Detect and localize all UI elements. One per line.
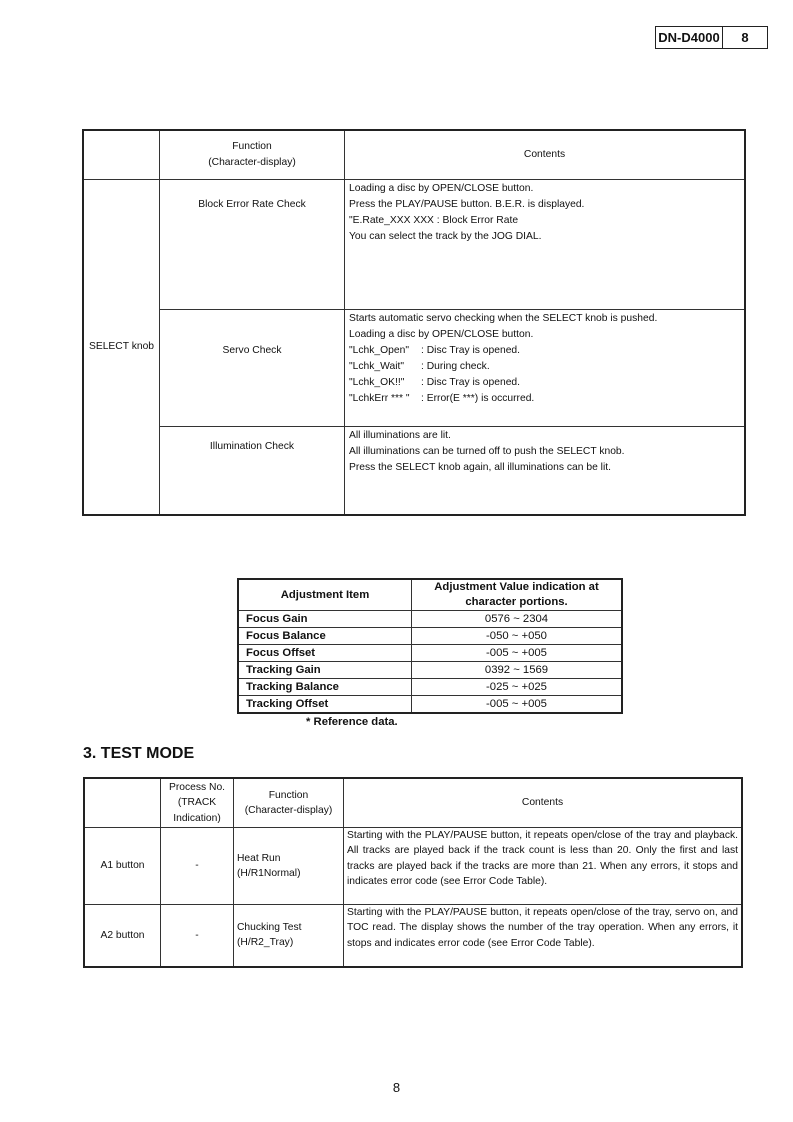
reference-note: * Reference data.: [306, 716, 398, 728]
button-cell: A2 button: [84, 905, 161, 967]
header-empty-cell: [83, 130, 160, 180]
header-function: Function (Character-display): [234, 778, 344, 828]
header-contents: Contents: [344, 778, 743, 828]
header-adjustment-item: Adjustment Item: [238, 579, 412, 611]
process-cell: -: [161, 905, 234, 967]
table-header-row: [83, 130, 745, 180]
contents-cell: Starts automatic servo checking when the SELECT knob is pushed. Loading a disc by OPEN/CLOSE button. "Lchk_Open" : Disc Tray is opened. "Lchk_Wait" : During check. "Lchk_OK!!" : Disc Tray is opened. "LchkErr *** " : Error(E ***) is occurred.: [345, 310, 746, 427]
table-row: Tracking Gain 0392 ~ 1569: [238, 662, 622, 679]
function-cell: Block Error Rate Check: [160, 180, 345, 310]
header-empty-cell: [84, 778, 161, 828]
table-row: [84, 905, 742, 967]
header-box: [655, 26, 768, 49]
function-cell: Servo Check: [160, 310, 345, 427]
group-label: SELECT knob: [83, 180, 160, 515]
button-cell: A1 button: [84, 828, 161, 905]
table-row: [83, 427, 745, 515]
header-process: Process No. (TRACK Indication): [161, 778, 234, 828]
test-mode-table: [83, 777, 743, 968]
adjustment-table: [237, 578, 623, 714]
function-cell: Illumination Check: [160, 427, 345, 515]
process-cell: -: [161, 828, 234, 905]
function-cell: Heat Run (H/R1Normal): [234, 828, 344, 905]
table-row: Focus Balance -050 ~ +050: [238, 628, 622, 645]
header-function: Function (Character-display): [160, 130, 345, 180]
table-row: [83, 310, 745, 427]
model-number: DN-D4000: [656, 27, 723, 48]
table-header-row: [84, 778, 742, 828]
header-page-number: 8: [741, 30, 749, 45]
function-cell: Chucking Test (H/R2_Tray): [234, 905, 344, 967]
table-header-row: [238, 579, 622, 611]
table-row: Tracking Offset -005 ~ +005: [238, 696, 622, 714]
contents-cell: Starting with the PLAY/PAUSE button, it repeats open/close of the tray and playback. All tracks are played back if the track count is less than 20. Only the first and last tracks are played back if the tracks are more than 21. When any errors, it stops and indicates error code (see Error Code Table).: [344, 828, 743, 905]
section-title: 3. TEST MODE: [83, 745, 195, 762]
contents-cell: All illuminations are lit. All illuminations can be turned off to push the SELECT knob. Press the SELECT knob again, all illuminations can be lit.: [345, 427, 746, 515]
contents-cell: Starting with the PLAY/PAUSE button, it repeats open/close of the tray, servo on, and TOC read. The display shows the number of the tray operation. When any errors, it stops and indicates error code (see Error Code Table).: [344, 905, 743, 967]
table-row: Focus Offset -005 ~ +005: [238, 645, 622, 662]
header-adjustment-value: Adjustment Value indication at character portions.: [412, 579, 623, 611]
page-number: 8: [392, 1080, 401, 1095]
table-row: [84, 828, 742, 905]
table-row: Focus Gain 0576 ~ 2304: [238, 611, 622, 628]
contents-cell: Loading a disc by OPEN/CLOSE button. Press the PLAY/PAUSE button. B.E.R. is displayed. "E.Rate_XXX XXX : Block Error Rate You can select the track by the JOG DIAL.: [345, 180, 746, 310]
table-row: [83, 180, 745, 310]
header-contents: Contents: [345, 130, 746, 180]
select-knob-table: [82, 129, 746, 516]
table-row: Tracking Balance -025 ~ +025: [238, 679, 622, 696]
